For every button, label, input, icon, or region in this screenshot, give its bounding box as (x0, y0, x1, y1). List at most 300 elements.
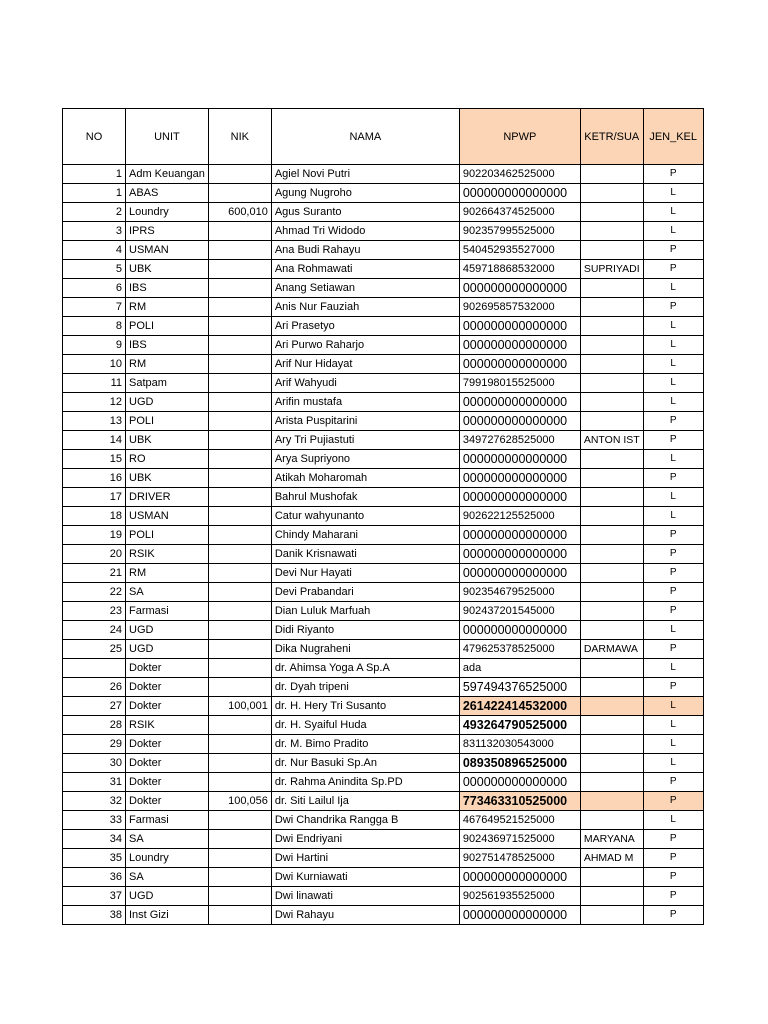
cell-nik[interactable]: 600,010 (208, 203, 271, 222)
cell-nik[interactable] (208, 659, 271, 678)
cell-ketr[interactable] (580, 336, 643, 355)
cell-nik[interactable] (208, 431, 271, 450)
cell-no[interactable]: 27 (63, 697, 126, 716)
table-row (63, 887, 704, 906)
cell-jen-kel[interactable]: P (643, 564, 703, 583)
cell-jen-kel[interactable]: L (643, 697, 703, 716)
cell-ketr[interactable]: DARMAWA (580, 640, 643, 659)
cell-ketr[interactable] (580, 469, 643, 488)
cell-ketr[interactable] (580, 450, 643, 469)
cell-no[interactable]: 5 (63, 260, 126, 279)
cell-unit[interactable]: UBK (126, 469, 209, 488)
cell-jen-kel[interactable]: P (643, 887, 703, 906)
cell-jen-kel[interactable]: L (643, 317, 703, 336)
cell-ketr[interactable] (580, 317, 643, 336)
cell-npwp[interactable]: 000000000000000 (459, 336, 580, 355)
cell-nik[interactable] (208, 773, 271, 792)
cell-no[interactable]: 19 (63, 526, 126, 545)
cell-nama[interactable]: Ana Budi Rahayu (271, 241, 459, 260)
cell-npwp[interactable]: 000000000000000 (459, 184, 580, 203)
cell-jen-kel[interactable]: P (643, 526, 703, 545)
cell-no[interactable]: 3 (63, 222, 126, 241)
header-row (63, 109, 704, 165)
cell-nama[interactable]: dr. H. Syaiful Huda (271, 716, 459, 735)
cell-ketr[interactable] (580, 564, 643, 583)
cell-unit[interactable]: RSIK (126, 716, 209, 735)
cell-ketr[interactable] (580, 716, 643, 735)
cell-nama[interactable]: dr. Dyah tripeni (271, 678, 459, 697)
cell-unit[interactable]: DRIVER (126, 488, 209, 507)
cell-npwp[interactable]: 902203462525000 (459, 165, 580, 184)
cell-jen-kel[interactable]: L (643, 450, 703, 469)
cell-nama[interactable]: dr. Ahimsa Yoga A Sp.A (271, 659, 459, 678)
table-row (63, 678, 704, 697)
table-row (63, 811, 704, 830)
cell-npwp[interactable]: 000000000000000 (459, 317, 580, 336)
cell-unit[interactable]: POLI (126, 317, 209, 336)
cell-nik[interactable] (208, 279, 271, 298)
cell-unit[interactable]: POLI (126, 526, 209, 545)
cell-unit[interactable]: Dokter (126, 792, 209, 811)
cell-unit[interactable]: IPRS (126, 222, 209, 241)
table-row (63, 773, 704, 792)
cell-no[interactable]: 36 (63, 868, 126, 887)
cell-unit[interactable]: UGD (126, 640, 209, 659)
cell-jen-kel[interactable]: L (643, 336, 703, 355)
cell-jen-kel[interactable]: P (643, 868, 703, 887)
cell-nama[interactable]: dr. H. Hery Tri Susanto (271, 697, 459, 716)
cell-no[interactable]: 11 (63, 374, 126, 393)
cell-nama[interactable]: dr. Siti Lailul Ija (271, 792, 459, 811)
cell-npwp[interactable]: 799198015525000 (459, 374, 580, 393)
cell-ketr[interactable] (580, 184, 643, 203)
cell-nik[interactable] (208, 184, 271, 203)
cell-no[interactable]: 8 (63, 317, 126, 336)
cell-no[interactable]: 9 (63, 336, 126, 355)
cell-nama[interactable]: Agung Nugroho (271, 184, 459, 203)
cell-nama[interactable]: Dian Luluk Marfuah (271, 602, 459, 621)
cell-npwp[interactable]: 902437201545000 (459, 602, 580, 621)
cell-unit[interactable]: RM (126, 298, 209, 317)
cell-ketr[interactable] (580, 754, 643, 773)
cell-no[interactable]: 18 (63, 507, 126, 526)
cell-no[interactable]: 25 (63, 640, 126, 659)
cell-unit[interactable]: Inst Gizi (126, 906, 209, 925)
cell-jen-kel[interactable]: P (643, 678, 703, 697)
cell-no[interactable]: 37 (63, 887, 126, 906)
table-row (63, 545, 704, 564)
cell-jen-kel[interactable]: P (643, 431, 703, 450)
cell-nama[interactable]: dr. Rahma Anindita Sp.PD (271, 773, 459, 792)
cell-jen-kel[interactable]: L (643, 488, 703, 507)
cell-nama[interactable]: Dwi Rahayu (271, 906, 459, 925)
cell-nik[interactable] (208, 906, 271, 925)
cell-unit[interactable]: SA (126, 830, 209, 849)
cell-unit[interactable]: Dokter (126, 754, 209, 773)
cell-no[interactable]: 2 (63, 203, 126, 222)
cell-nama[interactable]: Ana Rohmawati (271, 260, 459, 279)
cell-unit[interactable]: Loundry (126, 849, 209, 868)
cell-nik[interactable] (208, 583, 271, 602)
cell-no[interactable]: 12 (63, 393, 126, 412)
cell-no[interactable]: 26 (63, 678, 126, 697)
cell-nik[interactable]: 100,001 (208, 697, 271, 716)
cell-nama[interactable]: Ahmad Tri Widodo (271, 222, 459, 241)
table-row (63, 317, 704, 336)
header-jen-kel: JEN_KEL (643, 109, 703, 165)
table-row (63, 792, 704, 811)
cell-npwp[interactable]: 540452935527000 (459, 241, 580, 260)
cell-ketr[interactable] (580, 583, 643, 602)
cell-npwp[interactable]: 902436971525000 (459, 830, 580, 849)
cell-nama[interactable]: Bahrul Mushofak (271, 488, 459, 507)
table-row (63, 716, 704, 735)
cell-npwp[interactable]: 000000000000000 (459, 906, 580, 925)
cell-unit[interactable]: Farmasi (126, 811, 209, 830)
cell-unit[interactable]: Dokter (126, 659, 209, 678)
table-row (63, 374, 704, 393)
cell-nik[interactable] (208, 887, 271, 906)
cell-no[interactable]: 20 (63, 545, 126, 564)
cell-unit[interactable]: Loundry (126, 203, 209, 222)
cell-jen-kel[interactable]: P (643, 640, 703, 659)
cell-npwp[interactable]: 902354679525000 (459, 583, 580, 602)
cell-nik[interactable] (208, 374, 271, 393)
cell-ketr[interactable] (580, 811, 643, 830)
cell-ketr[interactable] (580, 887, 643, 906)
cell-no[interactable]: 31 (63, 773, 126, 792)
cell-ketr[interactable] (580, 659, 643, 678)
cell-npwp[interactable]: 000000000000000 (459, 773, 580, 792)
cell-no[interactable]: 23 (63, 602, 126, 621)
cell-no[interactable]: 15 (63, 450, 126, 469)
employee-table (62, 108, 704, 925)
cell-jen-kel[interactable]: P (643, 469, 703, 488)
cell-unit[interactable]: Farmasi (126, 602, 209, 621)
cell-no[interactable]: 24 (63, 621, 126, 640)
cell-jen-kel[interactable]: L (643, 279, 703, 298)
cell-nama[interactable]: Didi Riyanto (271, 621, 459, 640)
cell-nama[interactable]: Dwi linawati (271, 887, 459, 906)
cell-ketr[interactable] (580, 526, 643, 545)
cell-nik[interactable] (208, 526, 271, 545)
cell-jen-kel[interactable]: L (643, 355, 703, 374)
cell-jen-kel[interactable]: P (643, 260, 703, 279)
cell-ketr[interactable] (580, 222, 643, 241)
cell-nama[interactable]: Anis Nur Fauziah (271, 298, 459, 317)
cell-npwp[interactable]: 459718868532000 (459, 260, 580, 279)
cell-nik[interactable] (208, 298, 271, 317)
cell-npwp[interactable]: ada (459, 659, 580, 678)
cell-no[interactable]: 1 (63, 165, 126, 184)
table-row (63, 469, 704, 488)
cell-nik[interactable] (208, 450, 271, 469)
cell-nik[interactable] (208, 811, 271, 830)
cell-ketr[interactable] (580, 678, 643, 697)
cell-nik[interactable] (208, 754, 271, 773)
cell-no[interactable]: 13 (63, 412, 126, 431)
cell-no[interactable]: 22 (63, 583, 126, 602)
cell-nik[interactable] (208, 488, 271, 507)
table-row (63, 621, 704, 640)
cell-ketr[interactable] (580, 203, 643, 222)
cell-nik[interactable] (208, 393, 271, 412)
cell-ketr[interactable] (580, 906, 643, 925)
cell-npwp[interactable]: 000000000000000 (459, 469, 580, 488)
cell-jen-kel[interactable]: L (643, 374, 703, 393)
cell-nik[interactable]: 100,056 (208, 792, 271, 811)
cell-nama[interactable]: dr. M. Bimo Pradito (271, 735, 459, 754)
cell-nama[interactable]: Chindy Maharani (271, 526, 459, 545)
cell-unit[interactable]: RM (126, 564, 209, 583)
cell-nama[interactable]: Arifin mustafa (271, 393, 459, 412)
cell-npwp[interactable]: 000000000000000 (459, 564, 580, 583)
cell-nik[interactable] (208, 317, 271, 336)
cell-nik[interactable] (208, 545, 271, 564)
table-row (63, 488, 704, 507)
cell-ketr[interactable] (580, 621, 643, 640)
cell-nama[interactable]: Atikah Moharomah (271, 469, 459, 488)
cell-nama[interactable]: dr. Nur Basuki Sp.An (271, 754, 459, 773)
cell-nama[interactable]: Agus Suranto (271, 203, 459, 222)
cell-no[interactable]: 4 (63, 241, 126, 260)
cell-unit[interactable]: UGD (126, 621, 209, 640)
cell-no[interactable]: 30 (63, 754, 126, 773)
cell-nama[interactable]: Dwi Endriyani (271, 830, 459, 849)
cell-ketr[interactable] (580, 868, 643, 887)
cell-nama[interactable]: Dwi Chandrika Rangga B (271, 811, 459, 830)
cell-nama[interactable]: Dwi Hartini (271, 849, 459, 868)
cell-nik[interactable] (208, 678, 271, 697)
cell-npwp[interactable]: 902751478525000 (459, 849, 580, 868)
cell-nama[interactable]: Ari Purwo Raharjo (271, 336, 459, 355)
cell-no[interactable]: 29 (63, 735, 126, 754)
cell-no[interactable]: 38 (63, 906, 126, 925)
cell-nik[interactable] (208, 222, 271, 241)
table-row (63, 222, 704, 241)
cell-npwp[interactable]: 597494376525000 (459, 678, 580, 697)
cell-npwp[interactable]: 000000000000000 (459, 545, 580, 564)
cell-npwp[interactable]: 467649521525000 (459, 811, 580, 830)
cell-jen-kel[interactable]: P (643, 241, 703, 260)
cell-npwp[interactable]: 261422414532000 (459, 697, 580, 716)
cell-nik[interactable] (208, 564, 271, 583)
cell-jen-kel[interactable]: P (643, 583, 703, 602)
cell-ketr[interactable] (580, 602, 643, 621)
cell-unit[interactable]: Dokter (126, 735, 209, 754)
cell-unit[interactable]: Dokter (126, 773, 209, 792)
cell-ketr[interactable] (580, 792, 643, 811)
cell-ketr[interactable] (580, 241, 643, 260)
cell-ketr[interactable] (580, 298, 643, 317)
cell-nama[interactable]: Danik Krisnawati (271, 545, 459, 564)
cell-nik[interactable] (208, 355, 271, 374)
cell-ketr[interactable] (580, 279, 643, 298)
cell-no[interactable] (63, 659, 126, 678)
cell-ketr[interactable] (580, 735, 643, 754)
cell-nik[interactable] (208, 830, 271, 849)
cell-npwp[interactable]: 000000000000000 (459, 868, 580, 887)
cell-jen-kel[interactable]: L (643, 507, 703, 526)
cell-ketr[interactable]: AHMAD M (580, 849, 643, 868)
cell-jen-kel[interactable]: L (643, 716, 703, 735)
cell-jen-kel[interactable]: P (643, 830, 703, 849)
cell-no[interactable]: 35 (63, 849, 126, 868)
table-row (63, 336, 704, 355)
cell-unit[interactable]: UGD (126, 393, 209, 412)
cell-npwp[interactable]: 902622125525000 (459, 507, 580, 526)
cell-jen-kel[interactable]: L (643, 184, 703, 203)
cell-unit[interactable]: RSIK (126, 545, 209, 564)
cell-nama[interactable]: Arya Supriyono (271, 450, 459, 469)
cell-jen-kel[interactable]: L (643, 659, 703, 678)
cell-jen-kel[interactable]: L (643, 222, 703, 241)
cell-unit[interactable]: UGD (126, 887, 209, 906)
cell-ketr[interactable]: ANTON IST (580, 431, 643, 450)
cell-npwp[interactable]: 000000000000000 (459, 526, 580, 545)
cell-npwp[interactable]: 493264790525000 (459, 716, 580, 735)
cell-npwp[interactable]: 902561935525000 (459, 887, 580, 906)
cell-ketr[interactable] (580, 412, 643, 431)
cell-npwp[interactable]: 902664374525000 (459, 203, 580, 222)
cell-nik[interactable] (208, 241, 271, 260)
cell-nik[interactable] (208, 260, 271, 279)
cell-jen-kel[interactable]: P (643, 849, 703, 868)
cell-nik[interactable] (208, 507, 271, 526)
cell-no[interactable]: 34 (63, 830, 126, 849)
table-row (63, 298, 704, 317)
cell-ketr[interactable] (580, 773, 643, 792)
cell-nik[interactable] (208, 640, 271, 659)
cell-nama[interactable]: Arif Nur Hidayat (271, 355, 459, 374)
cell-nik[interactable] (208, 621, 271, 640)
cell-jen-kel[interactable]: P (643, 792, 703, 811)
cell-unit[interactable]: ABAS (126, 184, 209, 203)
cell-nik[interactable] (208, 165, 271, 184)
cell-ketr[interactable]: SUPRIYADI (580, 260, 643, 279)
cell-jen-kel[interactable]: P (643, 545, 703, 564)
cell-jen-kel[interactable]: L (643, 754, 703, 773)
cell-no[interactable]: 17 (63, 488, 126, 507)
cell-ketr[interactable] (580, 374, 643, 393)
cell-nama[interactable]: Arif Wahyudi (271, 374, 459, 393)
cell-no[interactable]: 16 (63, 469, 126, 488)
cell-nama[interactable]: Devi Prabandari (271, 583, 459, 602)
cell-ketr[interactable] (580, 393, 643, 412)
cell-npwp[interactable]: 479625378525000 (459, 640, 580, 659)
cell-unit[interactable]: SA (126, 583, 209, 602)
cell-jen-kel[interactable]: P (643, 773, 703, 792)
cell-unit[interactable]: RM (126, 355, 209, 374)
cell-unit[interactable]: USMAN (126, 241, 209, 260)
cell-nama[interactable]: Agiel Novi Putri (271, 165, 459, 184)
cell-nik[interactable] (208, 716, 271, 735)
cell-npwp[interactable]: 902357995525000 (459, 222, 580, 241)
cell-nama[interactable]: Anang Setiawan (271, 279, 459, 298)
cell-ketr[interactable] (580, 165, 643, 184)
cell-no[interactable]: 6 (63, 279, 126, 298)
cell-npwp[interactable]: 000000000000000 (459, 355, 580, 374)
cell-nama[interactable]: Ary Tri Pujiastuti (271, 431, 459, 450)
cell-jen-kel[interactable]: P (643, 165, 703, 184)
cell-nik[interactable] (208, 849, 271, 868)
cell-nama[interactable]: Catur wahyunanto (271, 507, 459, 526)
cell-unit[interactable]: Dokter (126, 678, 209, 697)
cell-jen-kel[interactable]: L (643, 621, 703, 640)
cell-no[interactable]: 32 (63, 792, 126, 811)
cell-ketr[interactable] (580, 507, 643, 526)
cell-unit[interactable]: UBK (126, 260, 209, 279)
cell-npwp[interactable]: 000000000000000 (459, 279, 580, 298)
cell-unit[interactable]: USMAN (126, 507, 209, 526)
cell-npwp[interactable]: 000000000000000 (459, 393, 580, 412)
cell-ketr[interactable] (580, 697, 643, 716)
cell-jen-kel[interactable]: P (643, 602, 703, 621)
cell-npwp[interactable]: 000000000000000 (459, 621, 580, 640)
cell-nik[interactable] (208, 412, 271, 431)
cell-no[interactable]: 10 (63, 355, 126, 374)
cell-unit[interactable]: RO (126, 450, 209, 469)
cell-unit[interactable]: SA (126, 868, 209, 887)
cell-no[interactable]: 7 (63, 298, 126, 317)
cell-nik[interactable] (208, 336, 271, 355)
cell-nama[interactable]: Ari Prasetyo (271, 317, 459, 336)
cell-nik[interactable] (208, 602, 271, 621)
cell-jen-kel[interactable]: P (643, 412, 703, 431)
cell-unit[interactable]: Dokter (126, 697, 209, 716)
cell-unit[interactable]: UBK (126, 431, 209, 450)
cell-npwp[interactable]: 000000000000000 (459, 488, 580, 507)
cell-unit[interactable]: POLI (126, 412, 209, 431)
cell-ketr[interactable] (580, 545, 643, 564)
cell-jen-kel[interactable]: L (643, 393, 703, 412)
cell-npwp[interactable]: 773463310525000 (459, 792, 580, 811)
cell-npwp[interactable]: 831132030543000 (459, 735, 580, 754)
cell-jen-kel[interactable]: P (643, 298, 703, 317)
cell-npwp[interactable]: 089350896525000 (459, 754, 580, 773)
cell-nama[interactable]: Arista Puspitarini (271, 412, 459, 431)
cell-nik[interactable] (208, 868, 271, 887)
cell-npwp[interactable]: 349727628525000 (459, 431, 580, 450)
cell-jen-kel[interactable]: L (643, 735, 703, 754)
cell-nama[interactable]: Dika Nugraheni (271, 640, 459, 659)
cell-npwp[interactable]: 000000000000000 (459, 450, 580, 469)
cell-no[interactable]: 28 (63, 716, 126, 735)
cell-nik[interactable] (208, 469, 271, 488)
cell-unit[interactable]: Adm Keuangan (126, 165, 209, 184)
cell-no[interactable]: 1 (63, 184, 126, 203)
cell-nama[interactable]: Dwi Kurniawati (271, 868, 459, 887)
cell-ketr[interactable]: MARYANA (580, 830, 643, 849)
table-row (63, 830, 704, 849)
cell-jen-kel[interactable]: P (643, 906, 703, 925)
cell-ketr[interactable] (580, 488, 643, 507)
cell-no[interactable]: 33 (63, 811, 126, 830)
cell-no[interactable]: 14 (63, 431, 126, 450)
cell-ketr[interactable] (580, 355, 643, 374)
cell-unit[interactable]: Satpam (126, 374, 209, 393)
cell-nama[interactable]: Devi Nur Hayati (271, 564, 459, 583)
cell-no[interactable]: 21 (63, 564, 126, 583)
cell-jen-kel[interactable]: L (643, 811, 703, 830)
cell-nik[interactable] (208, 735, 271, 754)
cell-unit[interactable]: IBS (126, 336, 209, 355)
cell-npwp[interactable]: 000000000000000 (459, 412, 580, 431)
cell-jen-kel[interactable]: L (643, 203, 703, 222)
table-row (63, 526, 704, 545)
cell-npwp[interactable]: 902695857532000 (459, 298, 580, 317)
cell-unit[interactable]: IBS (126, 279, 209, 298)
